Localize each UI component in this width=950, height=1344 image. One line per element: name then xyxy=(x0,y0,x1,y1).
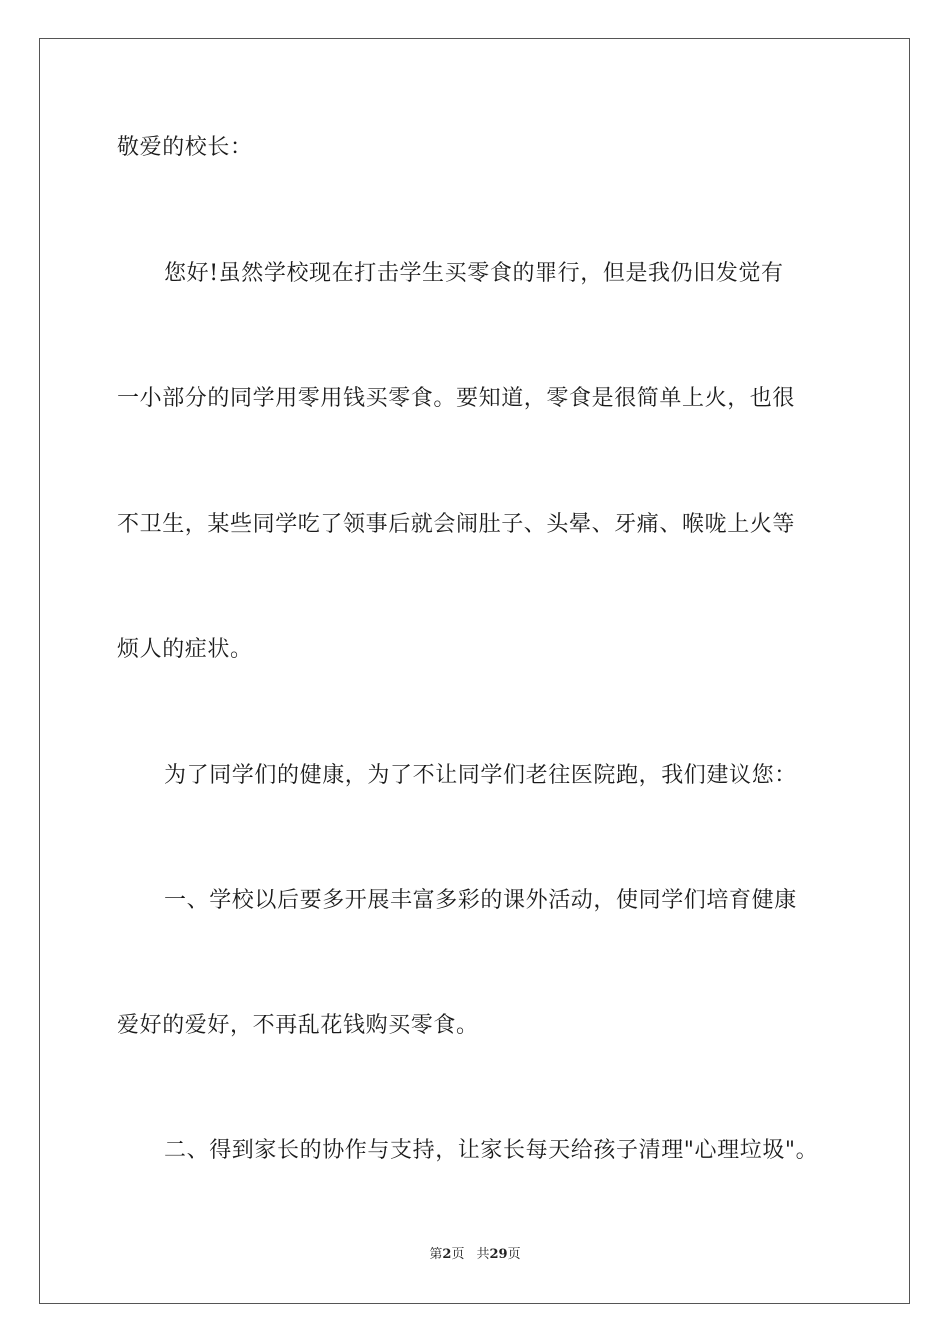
paragraph-line: 二、得到家长的协作与支持，让家长每天给孩子清理"心理垃圾"。 xyxy=(164,1138,819,1163)
total-prefix: 共 xyxy=(476,1247,490,1262)
paragraph-line: 烦人的症状。 xyxy=(117,637,253,662)
page-border xyxy=(39,38,910,1304)
total-pages: 29 xyxy=(489,1247,508,1262)
page-prefix: 第 xyxy=(429,1247,443,1262)
page-suffix: 页 xyxy=(451,1247,465,1262)
paragraph-line: 为了同学们的健康，为了不让同学们老往医院跑，我们建议您： xyxy=(164,763,797,788)
page-number: 2 xyxy=(442,1247,452,1262)
paragraph-line: 一小部分的同学用零用钱买零食。要知道，零食是很简单上火，也很 xyxy=(117,386,796,411)
paragraph-line: 您好!虽然学校现在打击学生买零食的罪行，但是我仍旧发觉有 xyxy=(164,261,784,286)
salutation: 敬爱的校长： xyxy=(117,135,253,160)
paragraph-line: 一、学校以后要多开展丰富多彩的课外活动，使同学们培育健康 xyxy=(164,888,797,913)
paragraph-line: 不卫生，某些同学吃了领事后就会闹肚子、头晕、牙痛、喉咙上火等 xyxy=(117,512,796,537)
total-suffix: 页 xyxy=(507,1247,521,1262)
page-footer xyxy=(0,1246,950,1264)
paragraph-line: 爱好的爱好，不再乱花钱购买零食。 xyxy=(117,1013,479,1038)
